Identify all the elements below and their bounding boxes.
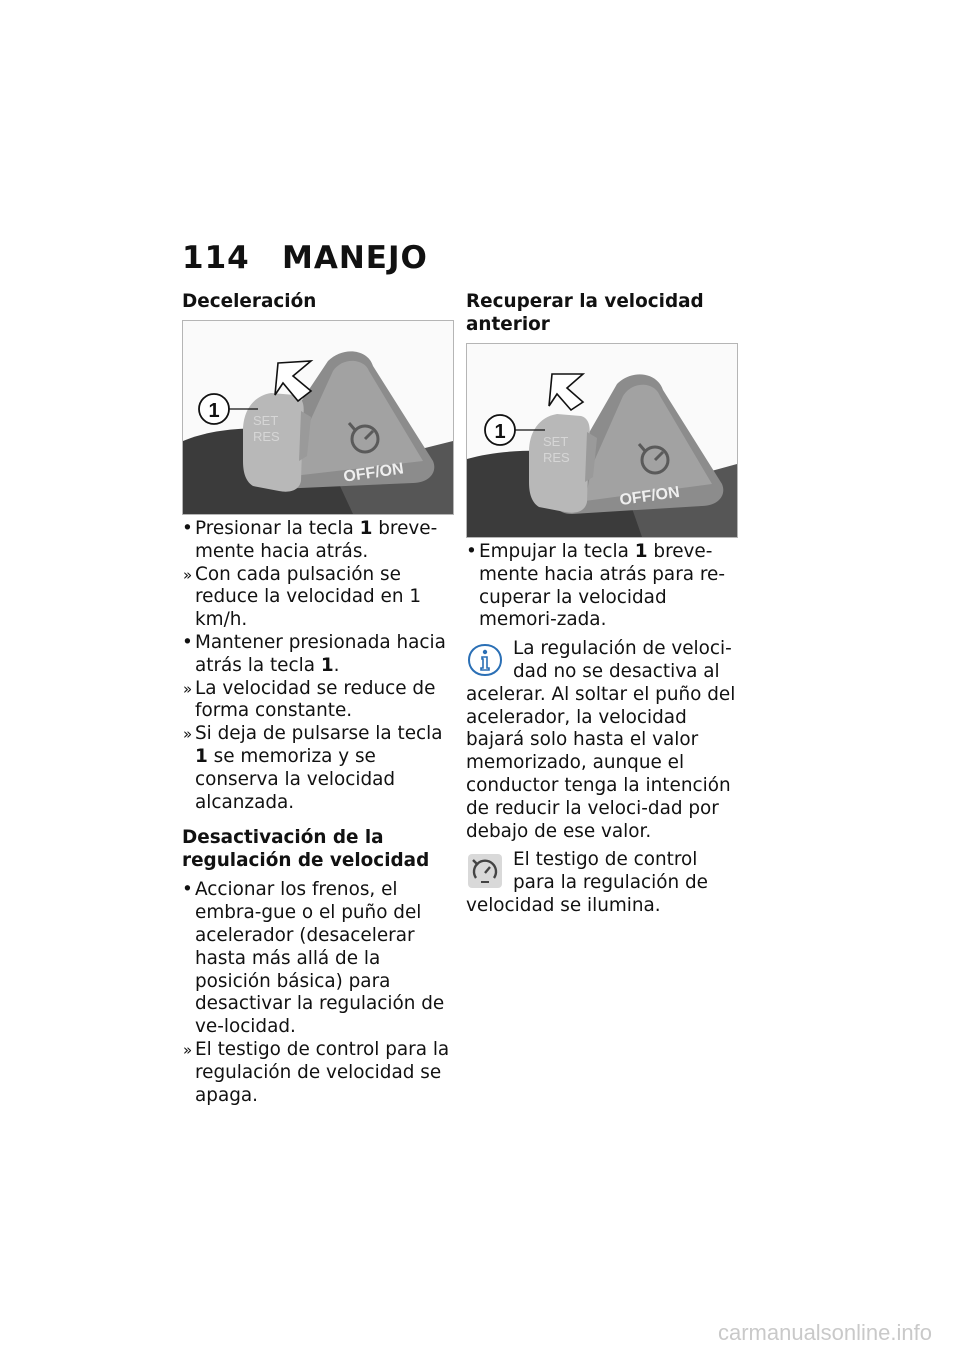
heading-deceleration: Deceleración <box>182 291 317 312</box>
list-item: » Con cada pulsación se reduce la velocidad en 1 km/h. <box>182 564 452 632</box>
heading-deactivation: Desactivación de la regulación de velocidad <box>182 827 430 872</box>
cruise-control-lamp-icon <box>467 853 503 889</box>
list-item: • Mantener presionada hacia atrás la tecla 1. <box>182 632 452 678</box>
label-offon: OFF/ON <box>618 483 681 510</box>
label-set: SET <box>253 413 279 428</box>
list-resume <box>466 541 738 632</box>
list-item: » El testigo de control para la regulación de velocidad se apaga. <box>182 1039 452 1107</box>
label-set: SET <box>543 434 569 449</box>
list-item: » La velocidad se reduce de forma constante. <box>182 678 452 724</box>
label-res: RES <box>543 450 570 465</box>
note-lamp-text: El testigo de control para la regulación de velocidad se ilumina. <box>466 849 708 916</box>
right-column <box>466 290 738 918</box>
callout-1: 1 <box>494 421 506 443</box>
left-column <box>182 290 452 1107</box>
list-deceleration <box>182 518 452 814</box>
heading-resume-speed: Recuperar la velocidad anterior <box>466 291 704 335</box>
note-info-text: La regulación de veloci-dad no se desactiva al acelerar. Al soltar el puño del acelerador, la velocidad bajará solo hasta el valor memorizado, aunque el conductor tenga la intención de reducir la veloci-dad por debajo de ese valor. <box>466 638 736 842</box>
label-offon: OFF/ON <box>342 460 405 486</box>
page-number: 114 <box>182 240 250 276</box>
list-item: • Accionar los frenos, el embra-gue o el puño del acelerador (desacelerar hasta más allá de la posición básica) para desactivar la regulación de ve-locidad. <box>182 879 452 1039</box>
figure-switch-deceleration <box>182 320 454 515</box>
list-item: • Empujar la tecla 1 breve-mente hacia atrás para re-cuperar la velocidad memori-zada. <box>466 541 738 632</box>
info-icon <box>467 642 503 678</box>
section-title: MANEJO <box>282 240 428 276</box>
list-item: » Si deja de pulsarse la tecla 1 se memoriza y se conserva la velocidad alcanzada. <box>182 723 452 814</box>
page-header <box>182 240 428 276</box>
label-res: RES <box>253 429 280 444</box>
watermark: carmanualsonline.info <box>717 1320 932 1345</box>
list-item: • Presionar la tecla 1 breve-mente hacia atrás. <box>182 518 452 564</box>
list-deactivation <box>182 879 452 1107</box>
note-lamp <box>466 849 738 917</box>
callout-1: 1 <box>208 400 220 422</box>
figure-switch-resume <box>466 343 738 538</box>
note-info <box>466 638 738 843</box>
